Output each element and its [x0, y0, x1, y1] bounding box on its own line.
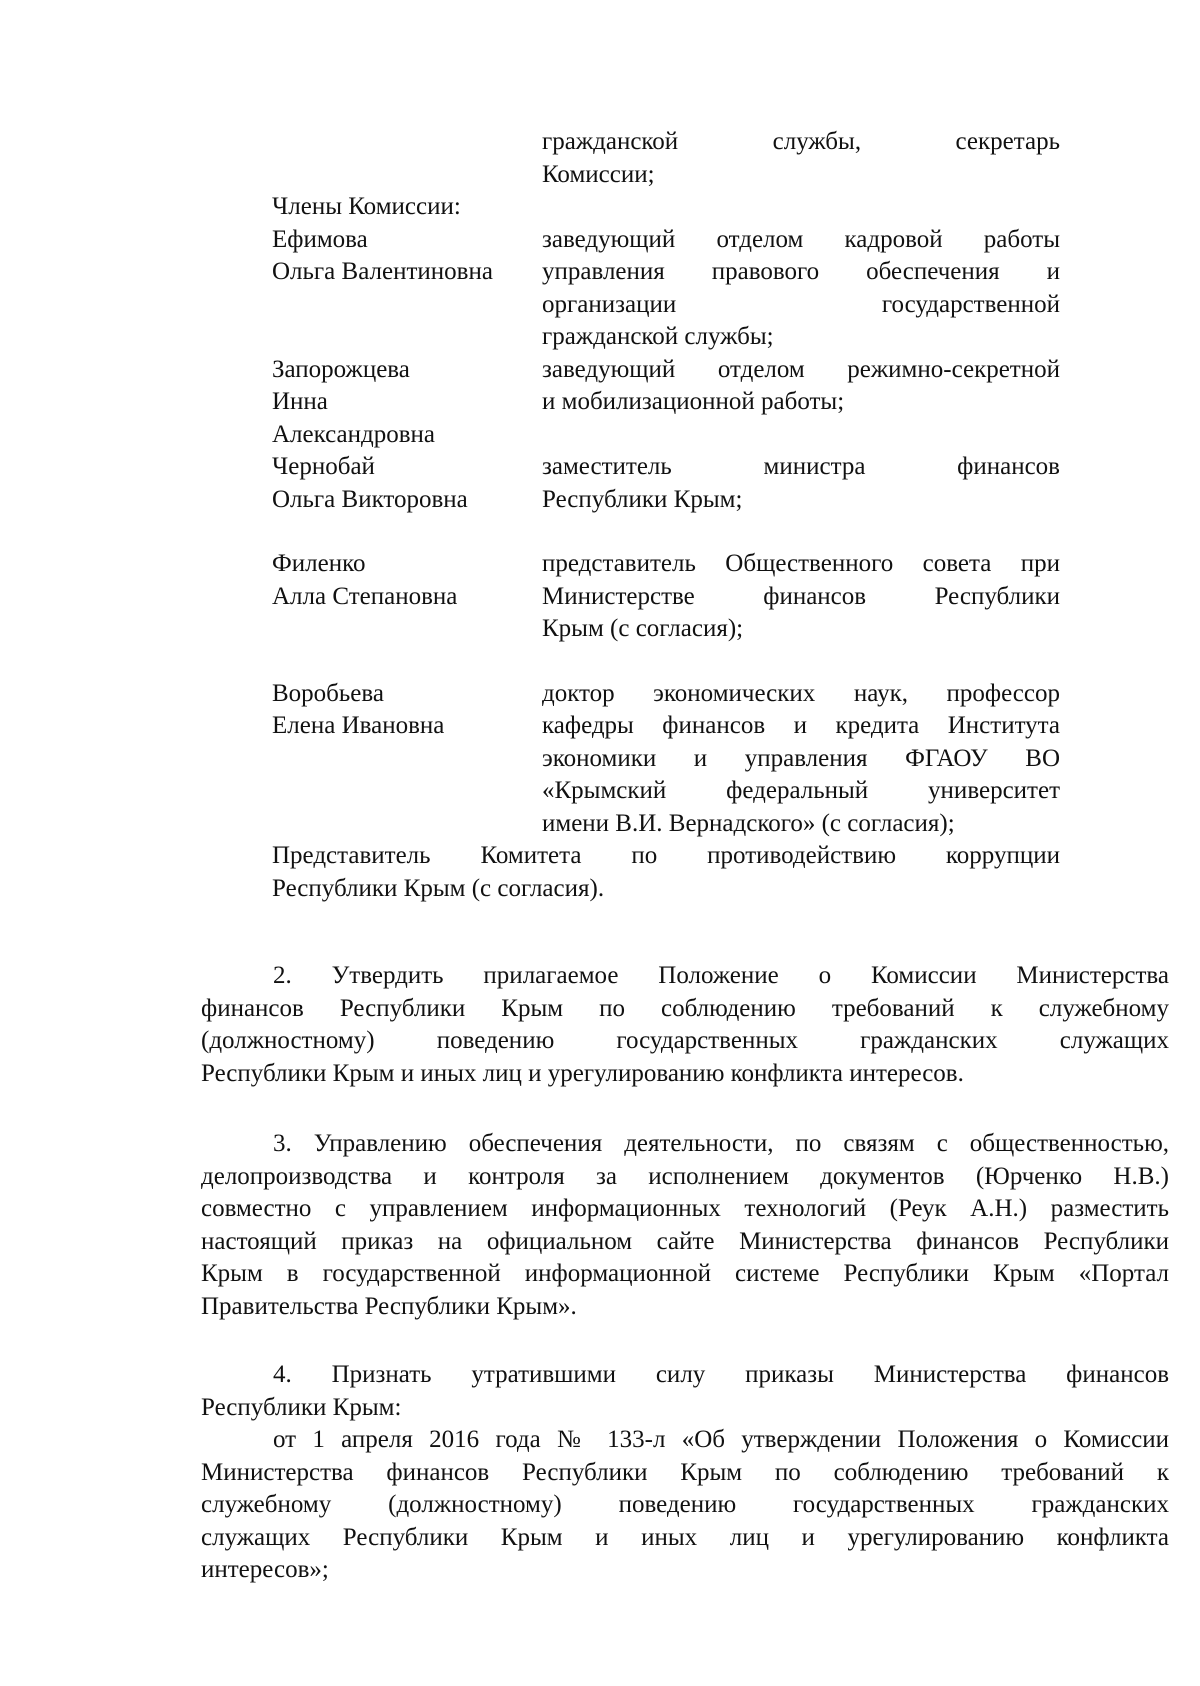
- description-line: Крым (с согласия);: [542, 615, 744, 642]
- member-entry: [272, 548, 1060, 646]
- member-description: [542, 224, 1060, 354]
- member-name: [272, 451, 530, 516]
- paragraph-line: совместно с управлением информационных технологий (Реук А.Н.) разместить: [201, 1195, 1169, 1222]
- description-line: и мобилизационной работы;: [542, 388, 845, 415]
- member-name-line: Елена Ивановна: [272, 712, 445, 739]
- paragraph-line: 3. Управлению обеспечения деятельности, по связям с общественностью,: [273, 1130, 1169, 1157]
- paragraph-line: Министерства финансов Республики Крым по соблюдению требований к: [201, 1458, 1169, 1486]
- description-line: кафедры финансов и кредита Института: [542, 712, 1060, 739]
- member-name: [272, 548, 530, 613]
- description-line: Министерстве финансов Республики: [542, 582, 1060, 610]
- repealed-order-item: [201, 1424, 1169, 1587]
- paragraph-line: 2. Утвердить прилагаемое Положение о Комиссии Министерства: [273, 962, 1169, 989]
- description-line: гражданской службы, секретарь: [542, 128, 1060, 155]
- representative-line: Республики Крым (с согласия).: [272, 874, 605, 902]
- members-label: Члены Комиссии:: [272, 193, 461, 220]
- paragraph-line: интересов»;: [201, 1556, 329, 1583]
- paragraph-line: служебному (должностному) поведению государственных гражданских: [201, 1491, 1169, 1518]
- member-name-line: Ефимова: [272, 225, 368, 253]
- description-line: экономики и управления ФГАОУ ВО: [542, 744, 1060, 772]
- description-line: гражданской службы;: [542, 323, 774, 350]
- paragraph-line: финансов Республики Крым по соблюдению требований к служебному: [201, 994, 1169, 1022]
- member-description: [542, 354, 1060, 452]
- paragraph-2: [201, 960, 1169, 1090]
- member-description: [542, 126, 1060, 191]
- member-name-line: Алла Степановна: [272, 582, 458, 610]
- paragraph-line: от 1 апреля 2016 года № 133-л «Об утверждении Положения о Комиссии: [273, 1426, 1169, 1453]
- member-name-line: Запорожцева: [272, 355, 410, 383]
- member-name-line: Филенко: [272, 550, 366, 577]
- paragraph-3: [201, 1128, 1169, 1323]
- secretary-entry: [272, 126, 1060, 191]
- description-line: заместитель министра финансов: [542, 453, 1060, 480]
- paragraph-line: служащих Республики Крым и иных лиц и урегулированию конфликта: [201, 1523, 1169, 1551]
- paragraph-line: (должностному) поведению государственных гражданских служащих: [201, 1027, 1169, 1054]
- description-line: заведующий отделом режимно-секретной: [542, 355, 1060, 383]
- member-entry: [272, 678, 1060, 841]
- description-line: доктор экономических наук, профессор: [542, 679, 1060, 707]
- member-name-line: Александровна: [272, 420, 436, 448]
- commission-composition: [272, 126, 1060, 905]
- member-name-line: Ольга Викторовна: [272, 485, 468, 513]
- description-line: организации государственной: [542, 290, 1060, 318]
- paragraph-line: Правительства Республики Крым».: [201, 1292, 577, 1320]
- description-line: представитель Общественного совета при: [542, 550, 1060, 577]
- member-name-line: Чернобай: [272, 453, 375, 480]
- member-entry: [272, 451, 1060, 516]
- member-entry: [272, 224, 1060, 354]
- member-name: [272, 354, 530, 452]
- member-description: [542, 678, 1060, 841]
- paragraph-line: Крым в государственной информационной системе Республики Крым «Портал: [201, 1260, 1169, 1287]
- paragraph-line: настоящий приказ на официальном сайте Министерства финансов Республики: [201, 1227, 1169, 1255]
- member-name: [272, 224, 530, 289]
- description-line: заведующий отделом кадровой работы: [542, 225, 1060, 253]
- member-name: [272, 678, 530, 743]
- description-line: «Крымский федеральный университет: [542, 777, 1060, 804]
- description-line: Комиссии;: [542, 160, 655, 188]
- paragraph-line: делопроизводства и контроля за исполнением документов (Юрченко Н.В.): [201, 1162, 1169, 1190]
- description-line: управления правового обеспечения и: [542, 258, 1060, 285]
- member-description: [542, 548, 1060, 646]
- description-line: Республики Крым;: [542, 485, 743, 513]
- representative-entry: [272, 840, 1060, 905]
- paragraph-line: 4. Признать утратившими силу приказы Министерства финансов: [273, 1361, 1169, 1388]
- paragraph-4: [201, 1359, 1169, 1424]
- member-entry: [272, 354, 1060, 452]
- paragraph-line: Республики Крым:: [201, 1393, 402, 1421]
- representative-line: Представитель Комитета по противодействию коррупции: [272, 842, 1060, 869]
- member-name-line: Ольга Валентиновна: [272, 258, 493, 285]
- description-line: имени В.И. Вернадского» (с согласия);: [542, 809, 955, 837]
- paragraph-line: Республики Крым и иных лиц и урегулированию конфликта интересов.: [201, 1059, 964, 1087]
- member-name-line: Воробьева: [272, 679, 384, 707]
- member-name-line: Инна: [272, 388, 328, 415]
- member-description: [542, 451, 1060, 516]
